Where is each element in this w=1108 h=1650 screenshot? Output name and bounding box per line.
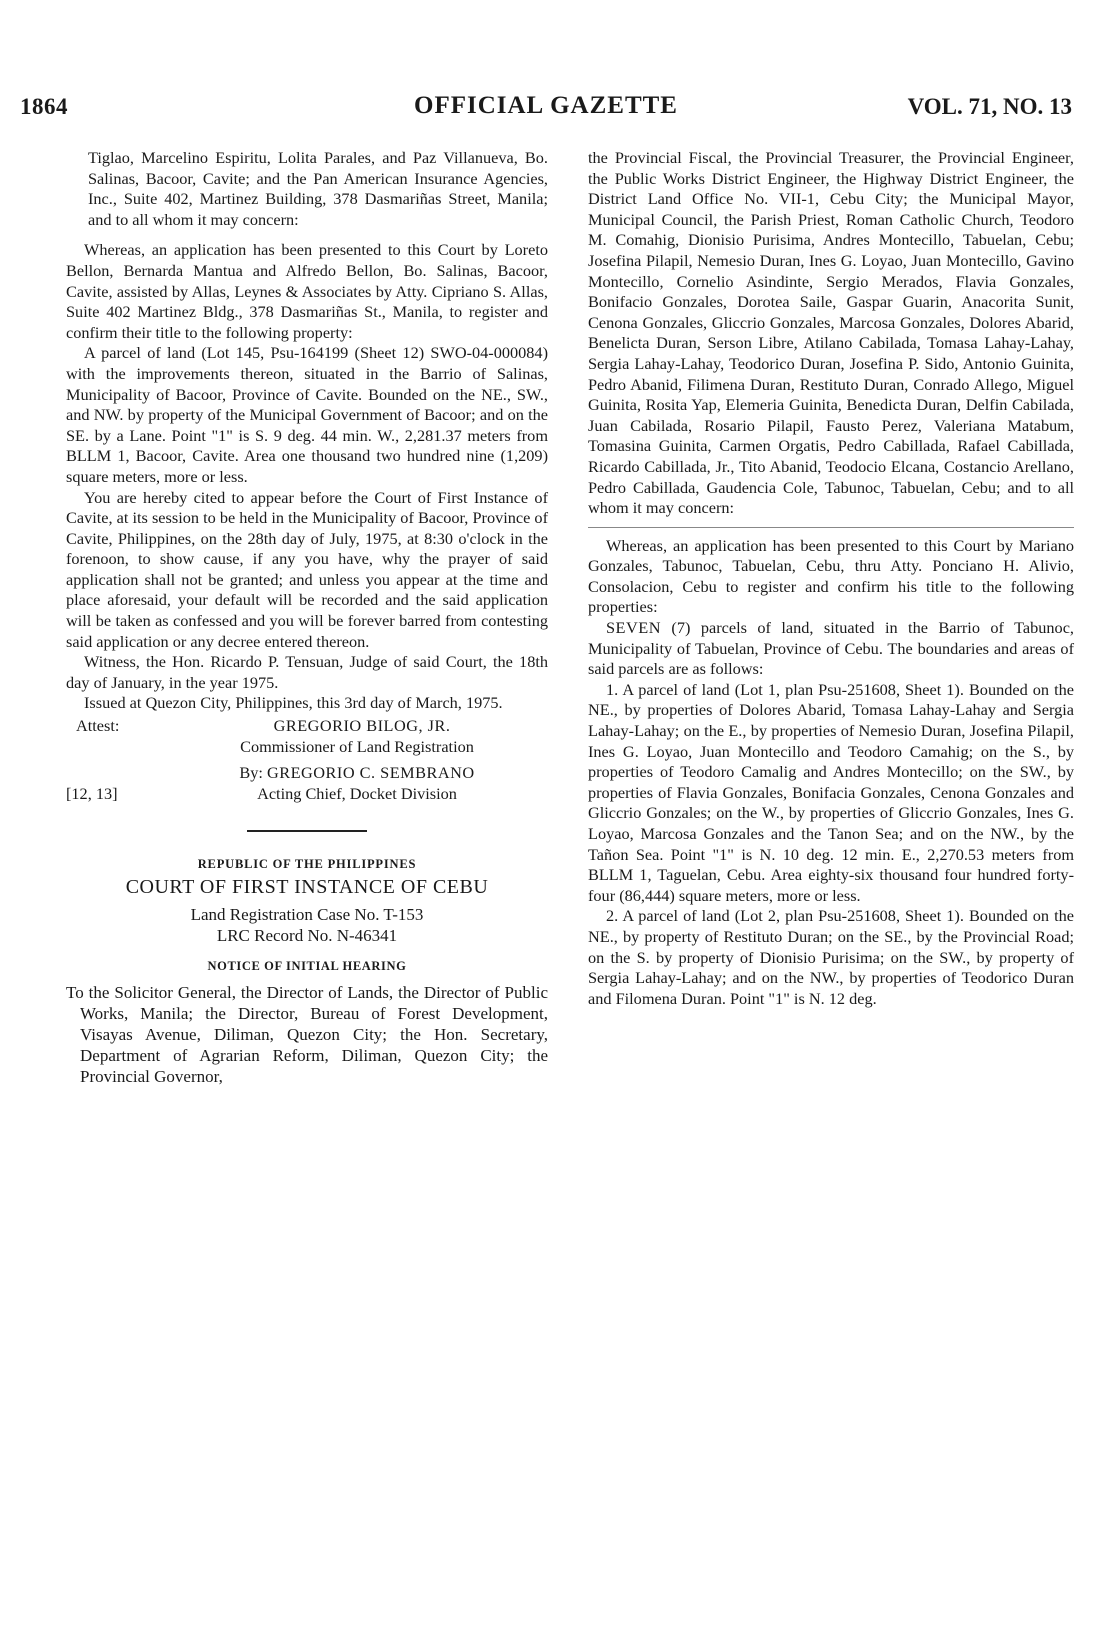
- page-number: 1864: [20, 94, 68, 119]
- attestation-block: [66, 716, 548, 804]
- notice-heading: NOTICE OF INITIAL HEARING: [207, 958, 407, 973]
- issued-paragraph: Issued at Quezon City, Philippines, this 3rd day of March, 1975.: [84, 693, 503, 713]
- citation-paragraph: You are hereby cited to appear before the Court of First Instance of Cavite, at its session to be held in the Municipality of Bacoor, Province of Cavite, Philippines, on the 28th day of July, 1975, at 8:30 o'clock in the forenoon, to show cause, if any you have, why the prayer of said application shall not be granted; and unless you appear at the time and place aforesaid, your default will be recorded and the said application will be taken as confessed and you will be forever barred from contesting said application or any decree entered thereon.: [66, 487, 548, 651]
- republic-heading: REPUBLIC OF THE PHILIPPINES: [197, 857, 417, 872]
- case-number: Land Registration Case No. T-153: [190, 904, 424, 924]
- signatory-title: Commissioner of Land Registration: [240, 736, 474, 756]
- attest-label: Attest:: [76, 716, 120, 736]
- address-continuation: Tiglao, Marcelino Espiritu, Lolita Parales, and Paz Villanueva, Bo. Salinas, Bacoor, Cavite; and the Pan American Insurance Agencies, Inc., Suite 402, Martinez Building, 378 Dasmariñas Street, Manila; and to all whom it may concern:: [88, 148, 548, 229]
- lrc-record-number: LRC Record No. N-46341: [216, 925, 398, 945]
- addressee-continuation: the Provincial Fiscal, the Provincial Treasurer, the Provincial Engineer, the Public Works District Engineer, the Highway District Engineer, the District Land Office No. VII-1, Cebu City; the Municipal Mayor, Municipal Council, the Parish Priest, Roman Catholic Church, Teodoro M. Comahig, Dionisio Purisima, Andres Montecillo, Tabuelan, Cebu; Josefina Pilapil, Nemesio Duran, Ines G. Loyao, Juan Montecillo, Gavino Montecillo, Cornelio Asindinte, Sergio Merados, Flavia Gonzales, Bonifacio Gonzales, Dorotea Saile, Gaspar Guarin, Anacorita Sunit, Cenona Gonzales, Gliccrio Gonzales, Marcosa Gonzales, Dolores Abarid, Benelicta Duran, Serson Libre, Atilano Cabilada, Tomasa Lahay-Lahay, Sergia Lahay-Lahay, Teodorico Duran, Josefina P. Sido, Antonio Guinita, Pedro Abanid, Filimena Duran, Restituto Duran, Conrado Allego, Miguel Guinita, Rosita Yap, Elemeria Guinita, Benedicta Duran, Delfin Cabilada, Juan Cabilada, Rosario Pilapil, Fausto Perez, Valeriana Matabum, Tomasina Guinita, Carmen Orgatis, Pedro Cabillada, Rafael Cabillada, Ricardo Cabillada, Jr., Tito Abanid, Teodocio Elcana, Costancio Arellano, Pedro Cabillada, Gaudencia Cole, Tabunoc, Tabuelan, Cebu; and to all whom it may concern:: [588, 148, 1074, 518]
- parcels-intro: [588, 618, 1074, 680]
- by-label: By:: [239, 763, 263, 783]
- right-column: [588, 148, 1074, 1009]
- left-column: [66, 148, 548, 1087]
- witness-paragraph: Witness, the Hon. Ricardo P. Tensuan, Judge of said Court, the 18th day of January, in the year 1975.: [66, 652, 548, 692]
- parcel-2: 2. A parcel of land (Lot 2, plan Psu-251608, Sheet 1). Bounded on the NE., by property of Restituto Duran; on the SE., by the Provincial Road; on the S. by property of Dionisio Purisima; on the SW., by property of Sergia Lahay-Lahay; and on the NW., by properties of Teodorico Duran and Filomena Duran. Point "1" is N. 12 deg.: [588, 906, 1074, 1008]
- parcel-description: A parcel of land (Lot 145, Psu-164199 (Sheet 12) SWO-04-000084) with the improvements thereon, situated in the Barrio of Salinas, Municipality of Bacoor, Province of Cavite. Bounded on the NE., SW., and NW. by property of the Municipal Government of Bacoor; and on the SE. by a Lane. Point "1" is S. 9 deg. 44 min. W., 2,281.37 meters from BLLM 1, Bacoor, Cavite. Area one thousand two hundred nine (1,209) square meters, more or less.: [66, 343, 548, 486]
- page-header: [20, 92, 1072, 132]
- volume-issue: VOL. 71, NO. 13: [907, 94, 1072, 119]
- seven-label: SEVEN: [606, 618, 661, 638]
- signatory-name: GREGORIO BILOG, JR.: [273, 716, 451, 736]
- court-heading: COURT OF FIRST INSTANCE OF CEBU: [125, 876, 489, 898]
- column-divider: [588, 527, 1074, 528]
- whereas-paragraph: Whereas, an application has been presented to this Court by Loreto Bellon, Bernarda Mantua and Alfredo Bellon, Bo. Salinas, Bacoor, Cavite, assisted by Allas, Leynes & Associates by Atty. Cipriano S. Allas, Suite 402 Martinez Bldg., 378 Dasmariñas St., Manila, to register and confirm their title to the following property:: [66, 240, 548, 342]
- addressee-paragraph: To the Solicitor General, the Director of Lands, the Director of Public Works, Manila; the Director, Bureau of Forest Development, Visayas Avenue, Diliman, Quezon City; the Hon. Secretary, Department of Agrarian Reform, Diliman, Quezon City; the Provincial Governor,: [66, 983, 548, 1087]
- parcels-intro-text: (7) parcels of land, situated in the Barrio of Tabunoc, Municipality of Tabuelan, Province of Cebu. The boundaries and areas of said parcels are as follows:: [588, 618, 1074, 679]
- issue-reference: [12, 13]: [66, 783, 118, 803]
- signatory-title-2: Acting Chief, Docket Division: [257, 783, 457, 803]
- whereas-paragraph-2: Whereas, an application has been presented to this Court by Mariano Gonzales, Tabunoc, Tabuelan, Cebu, thru Atty. Ponciano H. Alivio, Consolacion, Cebu to register and confirm his title to the following properties:: [588, 535, 1074, 617]
- signatory-name-2: GREGORIO C. SEMBRANO: [266, 763, 475, 783]
- section-divider: [247, 830, 367, 832]
- parcel-1: 1. A parcel of land (Lot 1, plan Psu-251608, Sheet 1). Bounded on the NE., by properties of Dolores Abarid, Tomasa Lahay-Lahay and Sergia Lahay-Lahay; on the E., by properties of Nemesio Duran, Josefina Pilapil, Ines G. Loyao, Juan Montecillo and Teodoro Camahig; on the S., by properties of Teodoro Camalig and Andres Montecillo; on the SW., by properties of Flavia Gonzales, Bonifacia Gonzales, Cenona Gonzales and Gliccrio Gonzales; on the W., by properties of Gliccrio Gonzales, Ines G. Loyao, Marcosa Gonzales and the Tanon Sea; and on the NW., by the Tañon Sea. Point "1" is N. 10 deg. 12 min. E., 2,270.53 meters from BLLM 1, Taguelan, Cebu. Area eighty-six thousand four hundred forty-four (86,444) square meters, more or less.: [588, 679, 1074, 905]
- publication-title: OFFICIAL GAZETTE: [414, 92, 678, 119]
